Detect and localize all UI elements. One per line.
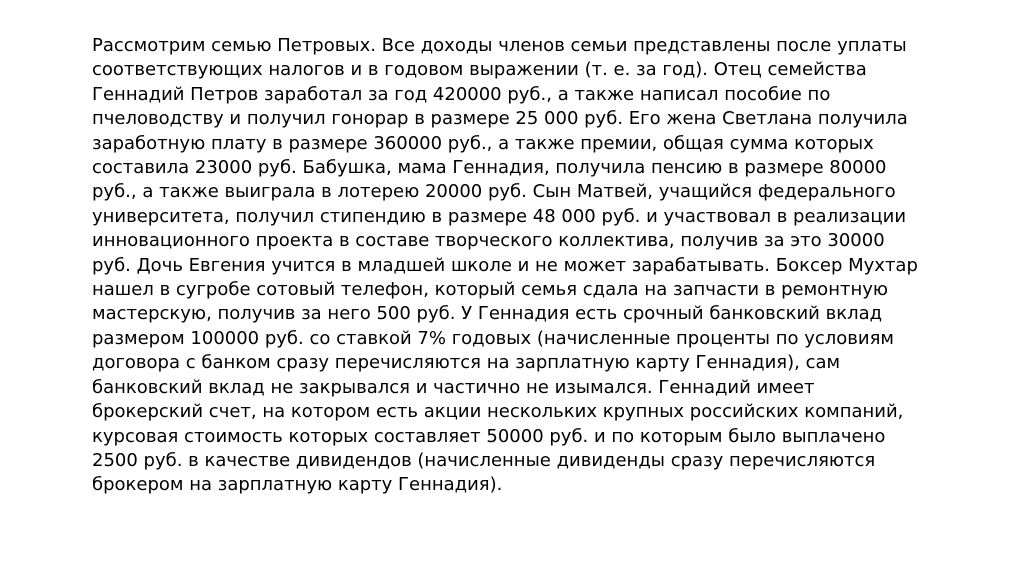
text-line: университета, получил стипендию в размере 48 000 руб. и участвовал в реализации — [92, 205, 907, 227]
text-line: брокерский счет, на котором есть акции нескольких крупных российских компаний, — [92, 401, 904, 423]
text-line: брокером на зарплатную карту Геннадия). — [92, 474, 503, 496]
text-line: руб. Дочь Евгения учится в младшей школе и не может зарабатывать. Боксер Мухтар — [92, 254, 918, 276]
body-paragraph — [92, 34, 952, 498]
text-line: Рассмотрим семью Петровых. Все доходы членов семьи представлены после уплаты — [92, 35, 907, 56]
text-line: курсовая стоимость которых составляет 50000 руб. и по которым было выплачено — [92, 425, 886, 447]
text-line: заработную плату в размере 360000 руб., а также премии, общая сумма которых — [92, 132, 874, 154]
text-line: соответствующих налогов и в годовом выражении (т. е. за год). Отец семейства — [92, 59, 867, 81]
text-line: размером 100000 руб. со ставкой 7% годовых (начисленные проценты по условиям — [92, 327, 895, 349]
text-line: мастерскую, получив за него 500 руб. У Геннадия есть срочный банковский вклад — [92, 303, 883, 325]
text-line: составила 23000 руб. Бабушка, мама Геннадия, получила пенсию в размере 80000 — [92, 157, 887, 179]
text-line: договора с банком сразу перечисляются на зарплатную карту Геннадия), сам — [92, 352, 841, 374]
text-line: нашел в сугробе сотовый телефон, который семья сдала на запчасти в ремонтную — [92, 279, 889, 301]
text-line: Геннадий Петров заработал за год 420000 руб., а также написал пособие по — [92, 83, 831, 105]
text-line: руб., а также выиграла в лотерею 20000 руб. Сын Матвей, учащийся федерального — [92, 181, 896, 203]
text-line: пчеловодству и получил гонорар в размере 25 000 руб. Его жена Светлана получила — [92, 108, 908, 130]
text-line: инновационного проекта в составе творческого коллектива, получив за это 30000 — [92, 230, 885, 252]
text-line: 2500 руб. в качестве дивидендов (начисленные дивиденды сразу перечисляются — [92, 449, 876, 471]
text-line: банковский вклад не закрывался и частично не изымался. Геннадий имеет — [92, 376, 815, 398]
